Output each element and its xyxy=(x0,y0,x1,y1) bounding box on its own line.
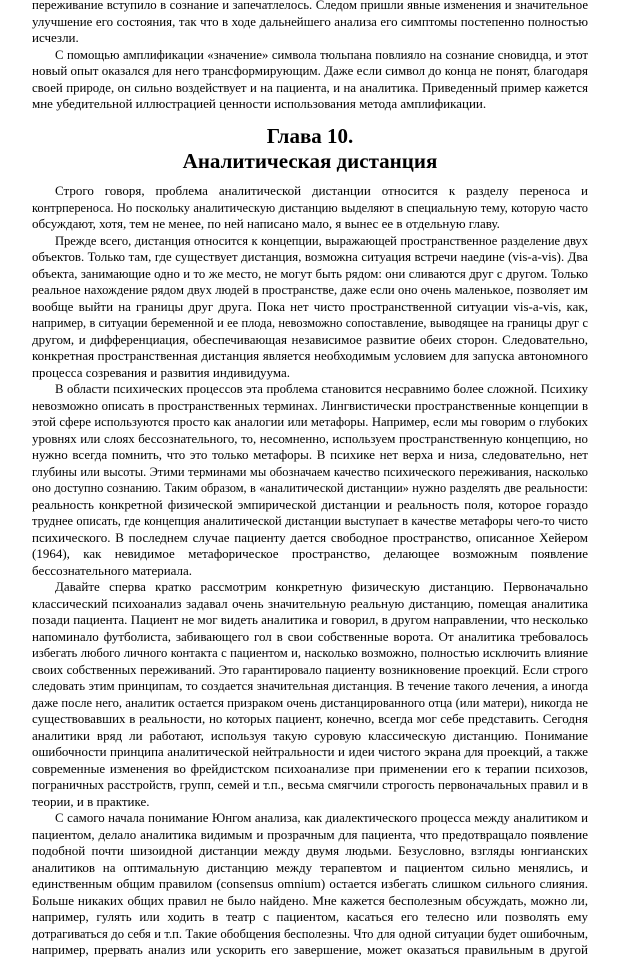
body-paragraph-3 xyxy=(32,381,588,579)
text-line: нужно всегда помнить, что это только метафоры. В психике нет верха и низа, следовательно, нет xyxy=(32,447,588,462)
text-line: переживание вступило в сознание и запечатлелось. Следом пришли явные изменения и значительное xyxy=(32,0,588,12)
text-line: следовать этим принципам, то создается значительная дистанция. В течение такого лечения, а иногда xyxy=(32,679,588,693)
text-line: психического. В последнем случае пациенту дается свободное пространство, описанное Хейером xyxy=(32,529,588,545)
text-line: новый опыт оказался для него трансформирующим. Даже если символ до конца не понят, благодаря xyxy=(32,63,588,78)
chapter-number: Глава 10. xyxy=(266,124,354,148)
text-line: пограничных расстройств, групп, семей и т.п., весьма смягчили строгость первоначальных правил и в xyxy=(32,778,588,792)
body-paragraph-2 xyxy=(32,233,588,382)
text-line: избегать любого личного контакта с пациентом и, насколько возможно, полностью исключить влияние xyxy=(32,646,588,660)
text-line: невозможно описать в пространственных терминах. Лингвистически пространственные концепции в xyxy=(32,398,588,413)
text-line: Прежде всего, дистанция относится к концепции, выражающей пространственное разделение двух xyxy=(55,233,588,248)
text-line: объектов. Только там, где существует дистанция, возможна ситуация встречи наедине (vis-a-vis). Два xyxy=(32,250,588,264)
text-line: подобной почти шизоидной дистанции между двумя людьми. Безусловно, взгляды юнгианских xyxy=(32,843,588,858)
text-line: Больше никаких общих правил не было найдено. Мне кажется бесполезным обсуждать, можно ли, xyxy=(32,892,588,908)
text-line: труднее описать, где концепция аналитической дистанции выступает в качестве метафоры чего-то чисто xyxy=(32,514,588,528)
text-line: глубины или высоты. Этими терминами мы обозначаем качество психического переживания, насколько xyxy=(32,464,588,479)
body-paragraph-5 xyxy=(32,810,588,959)
text-line: исчезли. xyxy=(32,30,79,45)
text-line: своих собственных переживаний. Это гарантировало пациенту возникновение проекций. Если строго xyxy=(32,662,588,677)
intro-paragraph-1 xyxy=(32,0,588,47)
text-line: позади пациента. Пациент не мог видеть аналитика и говорил, в другом направлении, что несколько xyxy=(32,612,588,627)
text-line: пациентом, делало аналитика видимым и прозрачным для пациента, что предотвращало появление xyxy=(32,826,588,842)
text-line: своей природе, он сильно воздействует и на пациента, и на аналитика. Приведенный пример кажется xyxy=(32,80,588,95)
intro-paragraph-2 xyxy=(32,47,588,113)
text-line: существовавших в реальности, но которых пациент, конечно, всегда мог себе представить. Сегодня xyxy=(32,711,588,726)
text-line: даже после него, аналитик остается призраком очень дистанцированного отца (или матери), никогда не xyxy=(32,695,588,710)
chapter-title: Аналитическая дистанция xyxy=(182,149,438,173)
text-line: дотрагиваться до себя и т.п. Такие обобщения бесполезны. Что для одной ситуации будет ошибочным, xyxy=(32,926,588,941)
text-line: классический психоанализ задавал очень значительную реальную дистанцию, помещая аналитика xyxy=(32,595,588,611)
text-line: другом, и дифференциация, обеспечивающая независимое развитие обеих сторон. Следовательно, xyxy=(32,331,588,347)
text-line: например, гулять или ходить в театр с пациентом, касаться его телесно или позволять ему xyxy=(32,909,588,924)
text-line: напоминало футболиста, забивающего гол в свои собственные ворота. От аналитика требовалось xyxy=(32,628,588,644)
text-line: С самого начала понимание Юнгом анализа, как диалектического процесса между аналитиком и xyxy=(55,811,588,825)
text-line: уровнях или слоях бессознательного, то, несомненно, используем пространственную концепцию, но xyxy=(32,431,588,446)
text-line: объекта, занимающие одно и то же место, не могут быть рядом: они сливаются друг с другом. Только xyxy=(32,266,588,281)
text-line: оно доступно сознанию. Таким образом, в «аналитической дистанции» нужно разделять две реальности: xyxy=(32,481,588,495)
text-line: реальность конкретной физической эмпирической дистанции и реальность поля, которое гораздо xyxy=(32,496,588,512)
text-line: аналитиков на оптимальную дистанцию между терапевтом и пациентом сильно менялись, и xyxy=(32,859,588,875)
text-line: теории, и в практике. xyxy=(32,793,150,809)
text-line: например, в ситуации беременной и ее плода, невозможно сопоставление, выводящее на границы друг с xyxy=(32,316,588,330)
text-line: аналитики вряд ли работают, используя такую суровую классическую дистанцию. Понимание xyxy=(32,727,588,743)
text-line: (1964), как невидимое метафорическое пространство, делающее возможным появление xyxy=(32,546,588,561)
text-line: В области психических процессов эта проблема становится несравнимо более сложной. Психику xyxy=(55,382,588,396)
body-paragraph-1 xyxy=(32,183,588,233)
text-line: конкретная пространственная дистанция является необходимым условием для запуска автономного xyxy=(32,348,588,363)
text-line: Строго говоря, проблема аналитической дистанции относится к разделу переноса и xyxy=(55,183,588,198)
text-line: бессознательного материала. xyxy=(32,562,193,578)
text-line: этой сфере используются просто как аналогии или метафоры. Например, если мы говорим о глубоких xyxy=(32,415,588,429)
text-line: контрпереноса. Но поскольку аналитическую дистанцию выделяют в специальную тему, которую часто xyxy=(32,200,588,215)
chapter-body xyxy=(32,183,588,959)
text-line: процесса созревания и развития индивидуума. xyxy=(32,364,291,380)
text-line: обсуждают, хотя, тем не менее, по ней написано мало, я вынес ее в отдельную главу. xyxy=(32,216,500,231)
text-line: С помощью амплификации «значение» символа тюльпана повлияло на сознание сновидца, и этот xyxy=(55,47,588,62)
text-line: Давайте сперва кратко рассмотрим конкретную физическую дистанцию. Первоначально xyxy=(55,579,588,594)
body-paragraph-4 xyxy=(32,579,588,810)
text-line: ошибочности принципа аналитической нейтральности и идеи чистого экрана для проекций, а также xyxy=(32,744,588,759)
text-line: вообще выйти на границы друг друга. Пока нет чисто пространственной ситуации vis-a-vis, как, xyxy=(32,298,588,314)
text-line: улучшение его состояния, так что в ходе дальнейшего анализа его симптомы постепенно полностью xyxy=(32,14,588,29)
chapter-heading xyxy=(32,124,588,174)
intro-section xyxy=(32,0,588,113)
text-line: мне убедительной иллюстрацией ценности использования метода амплификации. xyxy=(32,96,487,111)
text-line: единственным общим правилом (consensus omnium) остается избегать слишком сильного слияния. xyxy=(32,876,588,891)
text-line: например, прервать анализ или ускорить его завершение, может оказаться правильным в другой xyxy=(32,942,588,957)
text-line: реальное нахождение рядом двух людей в пространстве, даже если оно очень маленькое, позволяет им xyxy=(32,283,588,297)
text-line: современные изменения во фрейдистском психоанализе при применении его к терапии психозов, xyxy=(32,760,588,776)
